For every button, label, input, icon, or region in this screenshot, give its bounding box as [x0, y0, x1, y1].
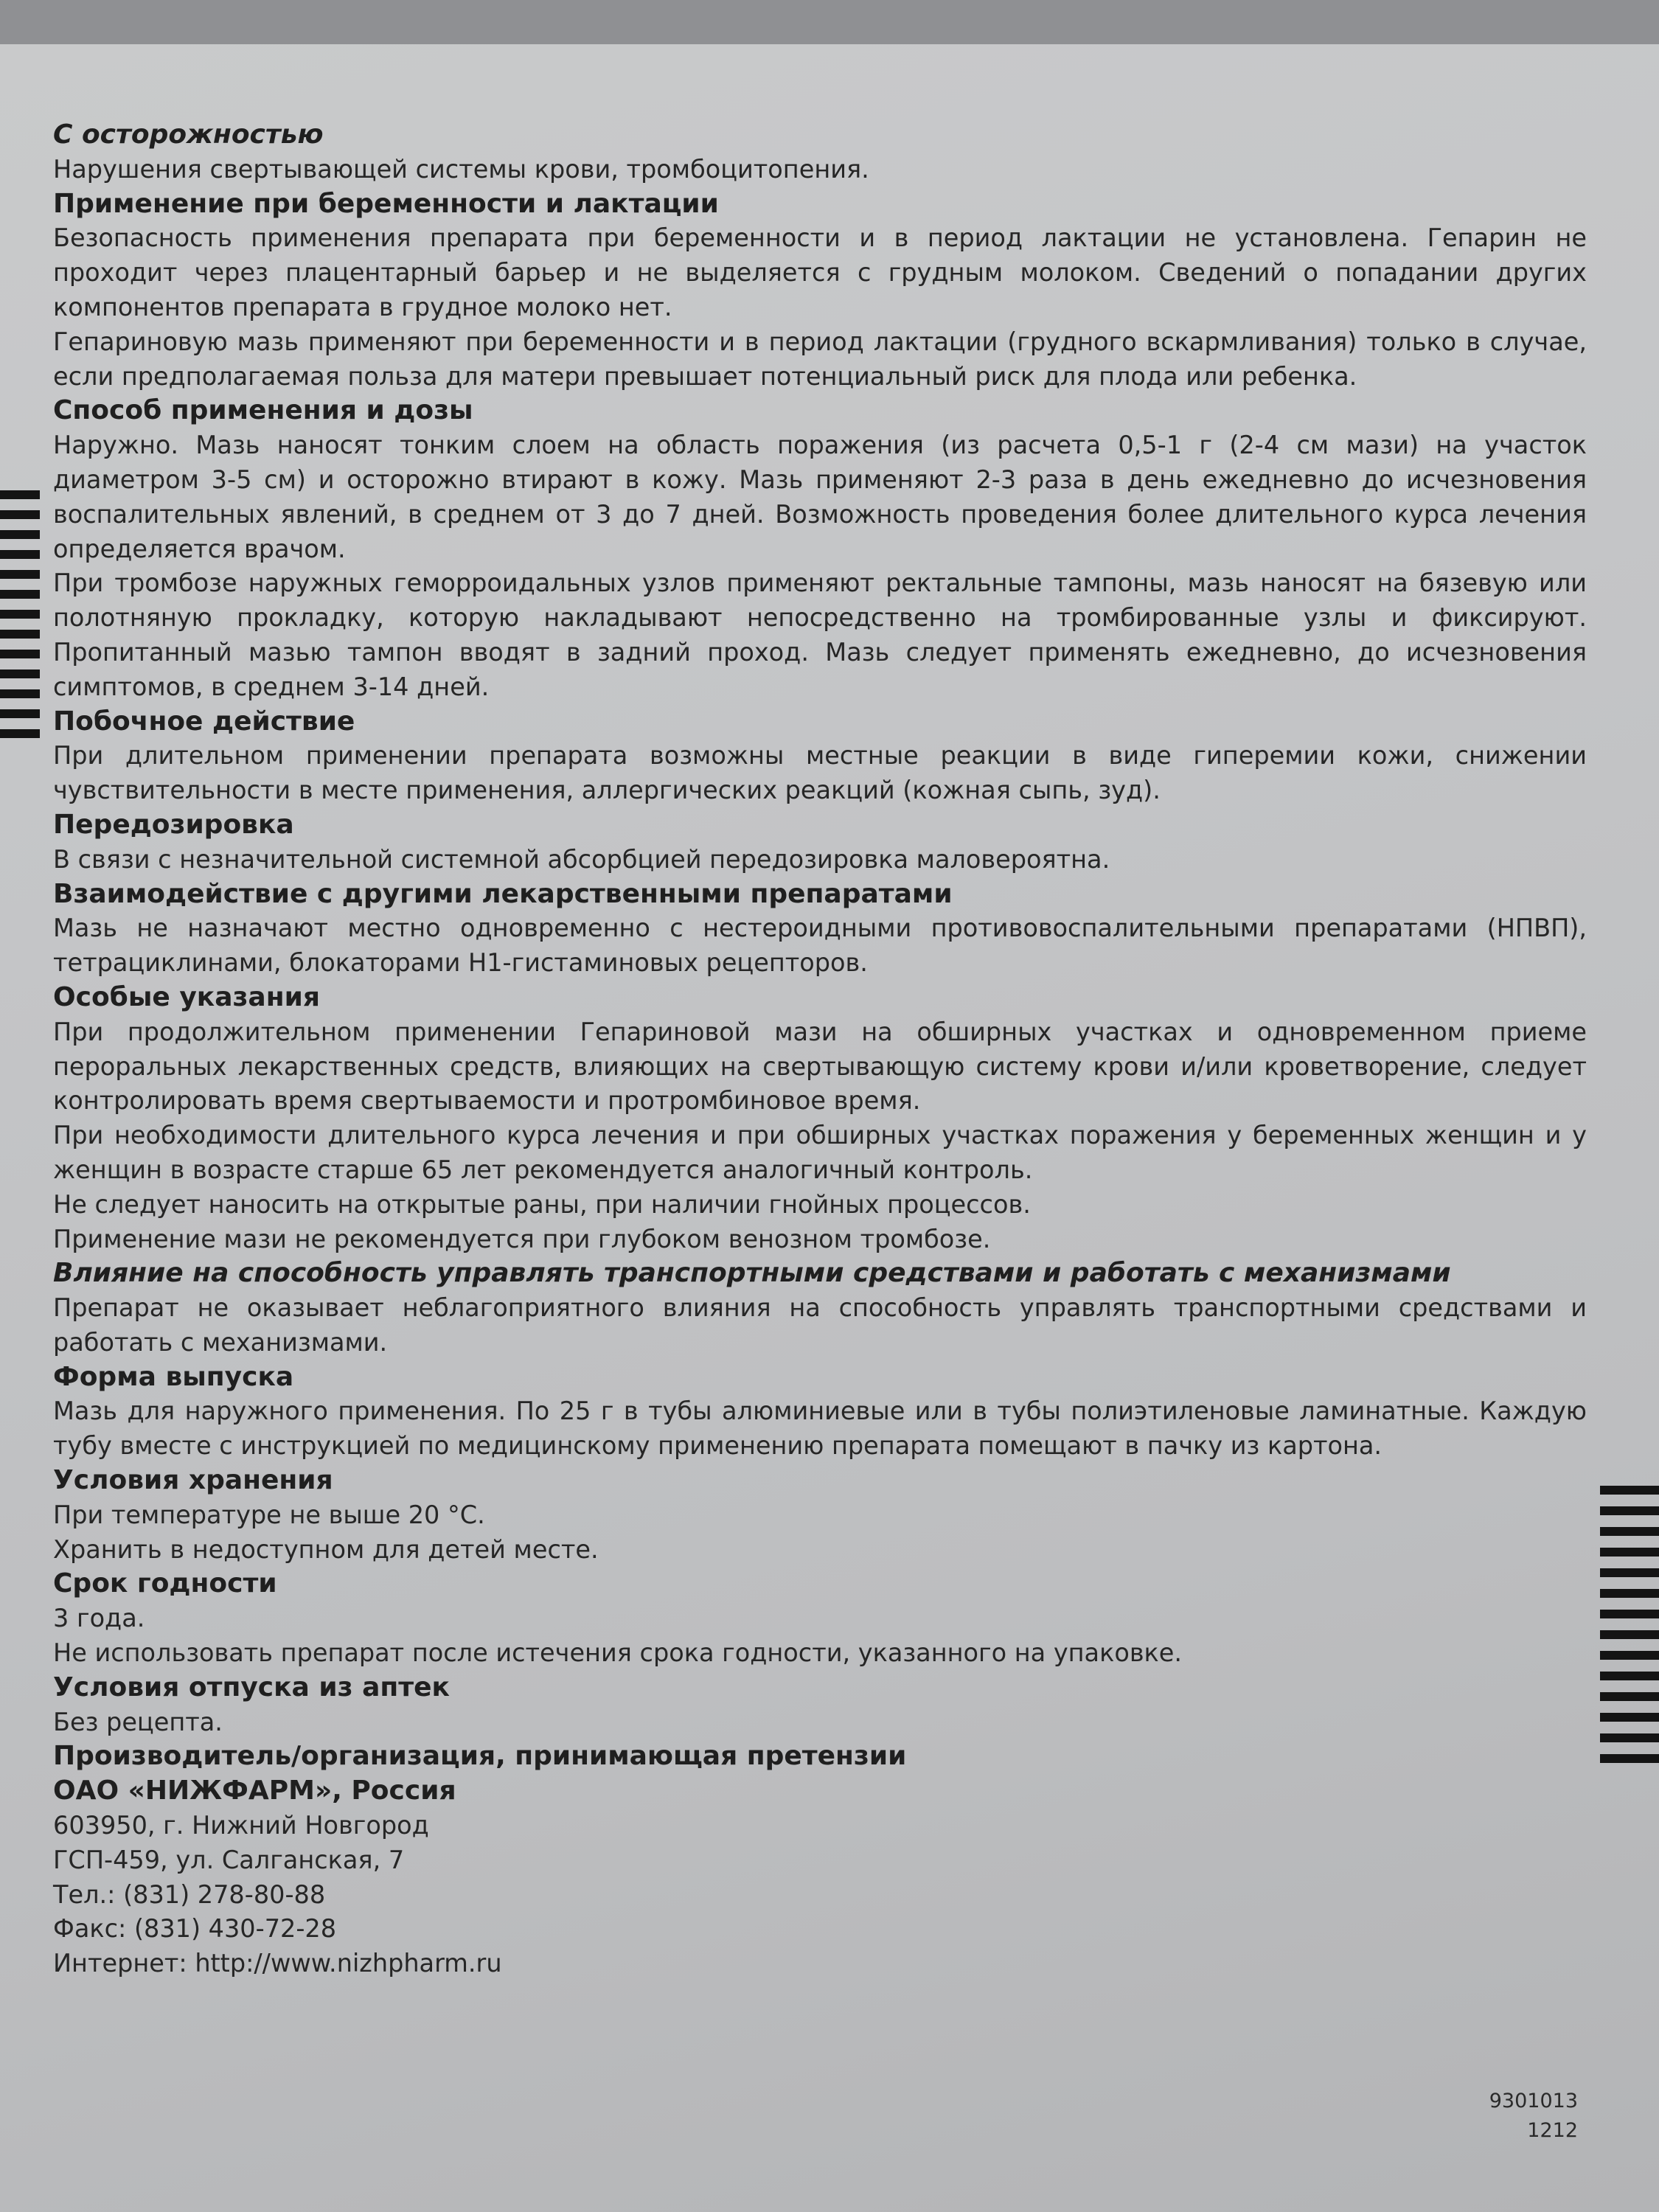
manufacturer-fax: Факс: (831) 430-72-28 [53, 1914, 337, 1944]
section-paragraph: При продолжительном применении Гепариновой мази на обширных участках и одновременном приеме пероральных лекарственных средств, влияющих на свертывающую систему крови и/или кроветворение, следует контролировать время свертываемости и протромбиновое время. [53, 1017, 1587, 1116]
section-heading: Особые указания [53, 981, 320, 1012]
print-code [1475, 2087, 1578, 2146]
section-paragraph: Хранить в недоступном для детей месте. [53, 1534, 599, 1564]
section-paragraph: Гепариновую мазь применяют при беременности и в период лактации (грудного вскармливания) только в случае, если предполагаемая польза для матери превышает потенциальный риск для плода или ребенка. [53, 327, 1587, 391]
section-paragraph: Без рецепта. [53, 1707, 223, 1736]
section-paragraph: Наружно. Мазь наносят тонким слоем на область поражения (из расчета 0,5-1 г (2-4 см мази) на участок диаметром 3-5 см) и осторожно втирают в кожу. Мазь применяют 2-3 раза в день ежедневно до исчезновения воспалительных явлений, в среднем от 3 до 7 дней. Возможность проведения более длительного курса лечения определяется врачом. [53, 431, 1587, 563]
section-heading: Взаимодействие с другими лекарственными препаратами [53, 878, 953, 909]
section-heading: Производитель/организация, принимающая претензии [53, 1741, 907, 1772]
section-heading: Условия хранения [53, 1465, 333, 1496]
section-paragraph: В связи с незначительной системной абсорбцией передозировка маловероятна. [53, 844, 1110, 874]
section-paragraph: Не следует наносить на открытые раны, при наличии гнойных процессов. [53, 1189, 1031, 1219]
manufacturer-address-line: 603950, г. Нижний Новгород [53, 1811, 429, 1840]
instruction-leaflet [0, 44, 1659, 2212]
section-paragraph: При тромбозе наружных геморроидальных узлов применяют ректальные тампоны, мазь наносят на бязевую или полотняную прокладку, которую накладывают непосредственно на тромбированные узлы и фиксируют. Пропитанный мазью тампон вводят в задний проход. Мазь следует применять ежедневно, до исчезновения симптомов, в среднем 3-14 дней. [53, 568, 1587, 701]
section-paragraph: Мазь не назначают местно одновременно с нестероидными противовоспалительными препаратами (НПВП), тетрациклинами, блокаторами Н1-гистаминовых рецепторов. [53, 914, 1587, 978]
manufacturer-address-line: ГСП-459, ул. Салганская, 7 [53, 1845, 405, 1874]
section-paragraph: Применение мази не рекомендуется при глубоком венозном тромбозе. [53, 1224, 991, 1253]
section-paragraph: Препарат не оказывает неблагоприятного влияния на способность управлять транспортными средствами и работать с механизмами. [53, 1293, 1587, 1357]
section-paragraph: При необходимости длительного курса лечения и при обширных участках поражения у беременных женщин и у женщин в возрасте старше 65 лет рекомендуется аналогичный контроль. [53, 1121, 1587, 1184]
section-heading: Передозировка [53, 809, 294, 840]
manufacturer-website: Интернет: http://www.nizhpharm.ru [53, 1949, 502, 1978]
print-code-line: 9301013 [1489, 2090, 1578, 2112]
section-heading: Форма выпуска [53, 1361, 294, 1392]
manufacturer-phone: Тел.: (831) 278-80-88 [53, 1879, 326, 1909]
section-paragraph: Мазь для наружного применения. По 25 г в тубы алюминиевые или в тубы полиэтиленовые ламинатные. Каждую тубу вместе с инструкцией по медицинскому применению препарата помещают в пачку из картона. [53, 1397, 1587, 1461]
section-paragraph: При температуре не выше 20 °С. [53, 1500, 485, 1529]
section-paragraph: 3 года. [53, 1604, 145, 1633]
manufacturer-name: ОАО «НИЖФАРМ», Россия [53, 1775, 456, 1806]
section-paragraph: Безопасность применения препарата при беременности и в период лактации не установлена. Гепарин не проходит через плацентарный барьер и не выделяется с грудным молоком. Сведений о попадании других компонентов препарата в грудное молоко нет. [53, 223, 1587, 321]
section-paragraph: Нарушения свертывающей системы крови, тромбоцитопения. [53, 154, 869, 184]
section-heading: Условия отпуска из аптек [53, 1672, 450, 1703]
section-paragraph: Не использовать препарат после истечения срока годности, указанного на упаковке. [53, 1638, 1183, 1668]
section-heading: Влияние на способность управлять транспортными средствами и работать с механизмами [53, 1258, 1451, 1289]
section-paragraph: При длительном применении препарата возможны местные реакции в виде гиперемии кожи, снижении чувствительности в месте применения, аллергических реакций (кожная сыпь, зуд). [53, 741, 1587, 805]
left-registration-marks [0, 490, 41, 748]
section-heading: Применение при беременности и лактации [53, 188, 719, 219]
section-heading: С осторожностью [53, 119, 324, 150]
section-heading: Способ применения и дозы [53, 395, 473, 426]
right-registration-marks [1600, 1486, 1659, 1773]
section-heading: Побочное действие [53, 706, 355, 737]
leaflet-text [53, 118, 1587, 1981]
section-heading: Срок годности [53, 1568, 277, 1599]
print-code-line: 1212 [1527, 2119, 1578, 2142]
